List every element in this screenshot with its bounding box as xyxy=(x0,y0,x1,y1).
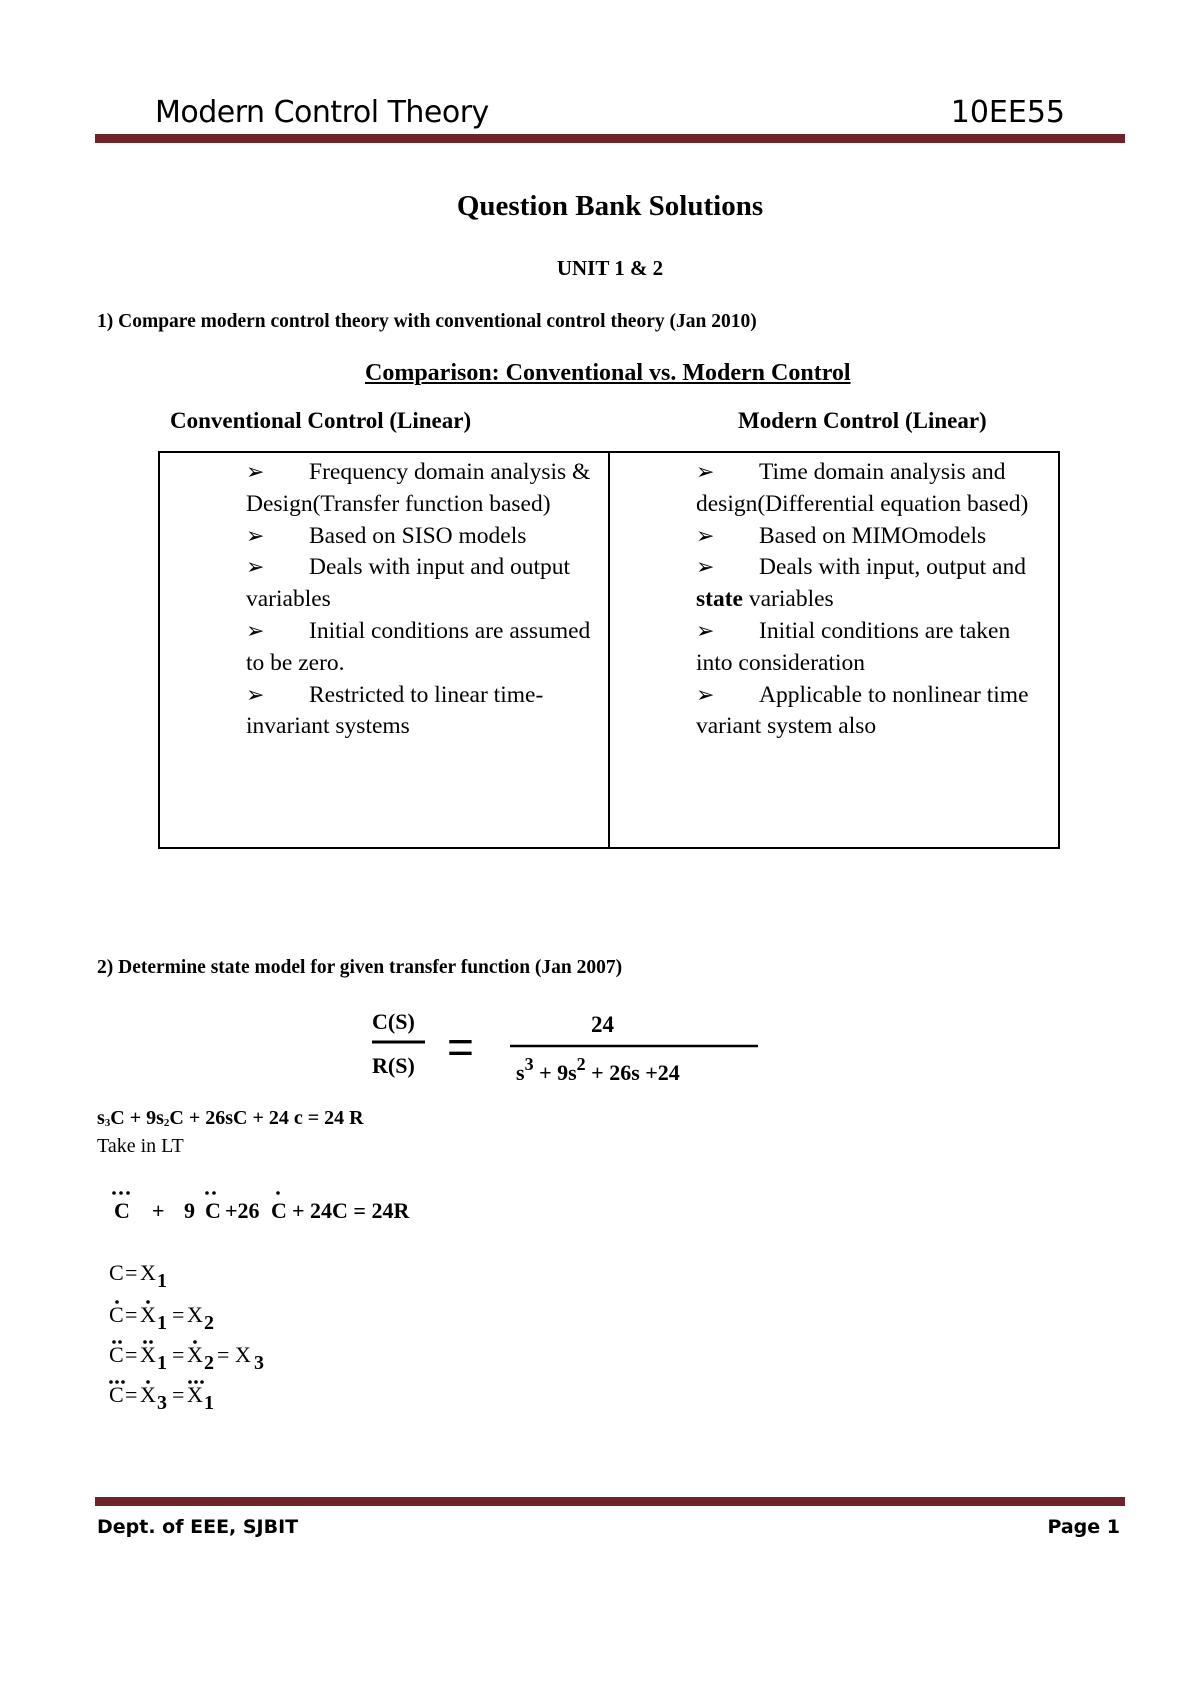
header-course-code: 10EE55 xyxy=(950,95,1065,130)
tf-numerator-left: C(S) xyxy=(372,1009,415,1034)
svg-text:X: X xyxy=(140,1302,156,1327)
unit-heading: UNIT 1 & 2 xyxy=(556,256,664,280)
modern-item: ➢ Applicable to nonlinear time variant system also xyxy=(696,681,1029,740)
conventional-item: ➢ Initial conditions are assumed to be zero. xyxy=(246,617,591,676)
svg-text:+26: +26 xyxy=(225,1198,260,1223)
svg-text:=: = xyxy=(217,1342,230,1367)
modern-column xyxy=(610,453,1058,847)
svg-text:2: 2 xyxy=(204,1352,214,1374)
svg-text:1: 1 xyxy=(204,1392,214,1414)
tf-denominator-right: $s^3 + 9s^2 + 26s +24$ xyxy=(516,1054,680,1085)
differential-equation xyxy=(97,1185,517,1230)
svg-text:X: X xyxy=(187,1342,203,1367)
svg-text:C: C xyxy=(109,1382,124,1407)
svg-text:2: 2 xyxy=(204,1312,214,1334)
svg-text:=: = xyxy=(125,1342,138,1367)
state-variable-definitions xyxy=(97,1250,397,1430)
svg-text:X: X xyxy=(140,1342,156,1367)
conventional-item: ➢ Restricted to linear time-invariant systems xyxy=(246,681,544,740)
svg-text:C: C xyxy=(109,1342,124,1367)
modern-item: ➢ Based on MIMOmodels xyxy=(696,521,1046,553)
conventional-item: ➢ Deals with input and output variables xyxy=(246,554,571,613)
modern-item: ➢ Time domain analysis and design(Differential equation based) xyxy=(696,459,1029,517)
svg-text:C: C xyxy=(109,1302,124,1327)
comparison-table xyxy=(158,451,1060,849)
svg-text:=: = xyxy=(172,1382,185,1407)
modern-header: Modern Control (Linear) xyxy=(738,408,987,433)
header-title: Modern Control Theory xyxy=(155,95,489,130)
conventional-column xyxy=(160,453,610,847)
arrow-bullet-icon: ➢ xyxy=(246,460,265,485)
take-lt-note: Take in LT xyxy=(97,1135,184,1157)
svg-text:X: X xyxy=(140,1260,156,1285)
svg-text:=: = xyxy=(172,1302,185,1327)
arrow-bullet-icon: ➢ xyxy=(696,460,715,485)
svg-text:X: X xyxy=(187,1302,203,1327)
tf-numerator-right: 24 xyxy=(591,1012,614,1037)
svg-text:=: = xyxy=(125,1260,138,1285)
tf-equals-sign: = xyxy=(447,1021,474,1073)
tf-denominator-left: R(S) xyxy=(372,1053,415,1078)
modern-item: ➢ Deals with input, output and state variables xyxy=(696,554,1026,613)
svg-text:3: 3 xyxy=(157,1392,167,1414)
svg-text:=: = xyxy=(125,1382,138,1407)
characteristic-equation: $s_3C + 9s_2C + 26sC + 24$ c = 24 R xyxy=(97,1107,364,1129)
header-rule xyxy=(95,134,1125,143)
arrow-bullet-icon: ➢ xyxy=(246,682,265,708)
arrow-bullet-icon: ➢ xyxy=(246,618,265,644)
svg-text:1: 1 xyxy=(157,1270,167,1292)
conventional-item: ➢ Frequency domain analysis & Design(Transfer function based) xyxy=(246,459,591,517)
svg-text:X: X xyxy=(140,1382,156,1407)
svg-text:C: C xyxy=(109,1260,124,1285)
transfer-function-equation xyxy=(355,1000,775,1100)
modern-item: ➢ Initial conditions are taken into consideration xyxy=(696,617,1011,676)
svg-text:+: + xyxy=(152,1198,165,1223)
ode-c-single-dot: C xyxy=(271,1198,287,1223)
svg-text:X: X xyxy=(187,1382,203,1407)
emphasized-word: state xyxy=(696,586,743,613)
arrow-bullet-icon: ➢ xyxy=(696,555,715,581)
conventional-header: Conventional Control (Linear) xyxy=(170,408,472,433)
arrow-bullet-icon: ➢ xyxy=(696,618,715,644)
ode-c-triple-dot: C xyxy=(114,1198,130,1223)
arrow-bullet-icon: ➢ xyxy=(246,555,265,581)
footer-rule xyxy=(95,1497,1125,1506)
comparison-title: Comparison: Conventional vs. Modern Control xyxy=(365,360,851,386)
svg-text:X: X xyxy=(235,1342,251,1367)
svg-text:1: 1 xyxy=(157,1352,167,1374)
svg-text:9: 9 xyxy=(184,1198,195,1223)
question-2: 2) Determine state model for given transfer function (Jan 2007) xyxy=(97,957,623,978)
question-1: 1) Compare modern control theory with conventional control theory (Jan 2010) xyxy=(97,311,757,332)
svg-text:=: = xyxy=(172,1342,185,1367)
page-title: Question Bank Solutions xyxy=(456,190,764,222)
ode-c-double-dot: C xyxy=(205,1198,221,1223)
arrow-bullet-icon: ➢ xyxy=(696,682,715,708)
footer-page-number: Page 1 xyxy=(1047,1516,1120,1538)
arrow-bullet-icon: ➢ xyxy=(696,523,715,549)
svg-text:+ 24C = 24R: + 24C = 24R xyxy=(292,1198,410,1223)
conventional-item: ➢ Based on SISO models xyxy=(246,521,596,553)
svg-text:=: = xyxy=(125,1302,138,1327)
footer-department: Dept. of EEE, SJBIT xyxy=(97,1516,299,1538)
svg-text:3: 3 xyxy=(254,1352,264,1374)
svg-text:1: 1 xyxy=(157,1312,167,1334)
arrow-bullet-icon: ➢ xyxy=(246,523,265,549)
